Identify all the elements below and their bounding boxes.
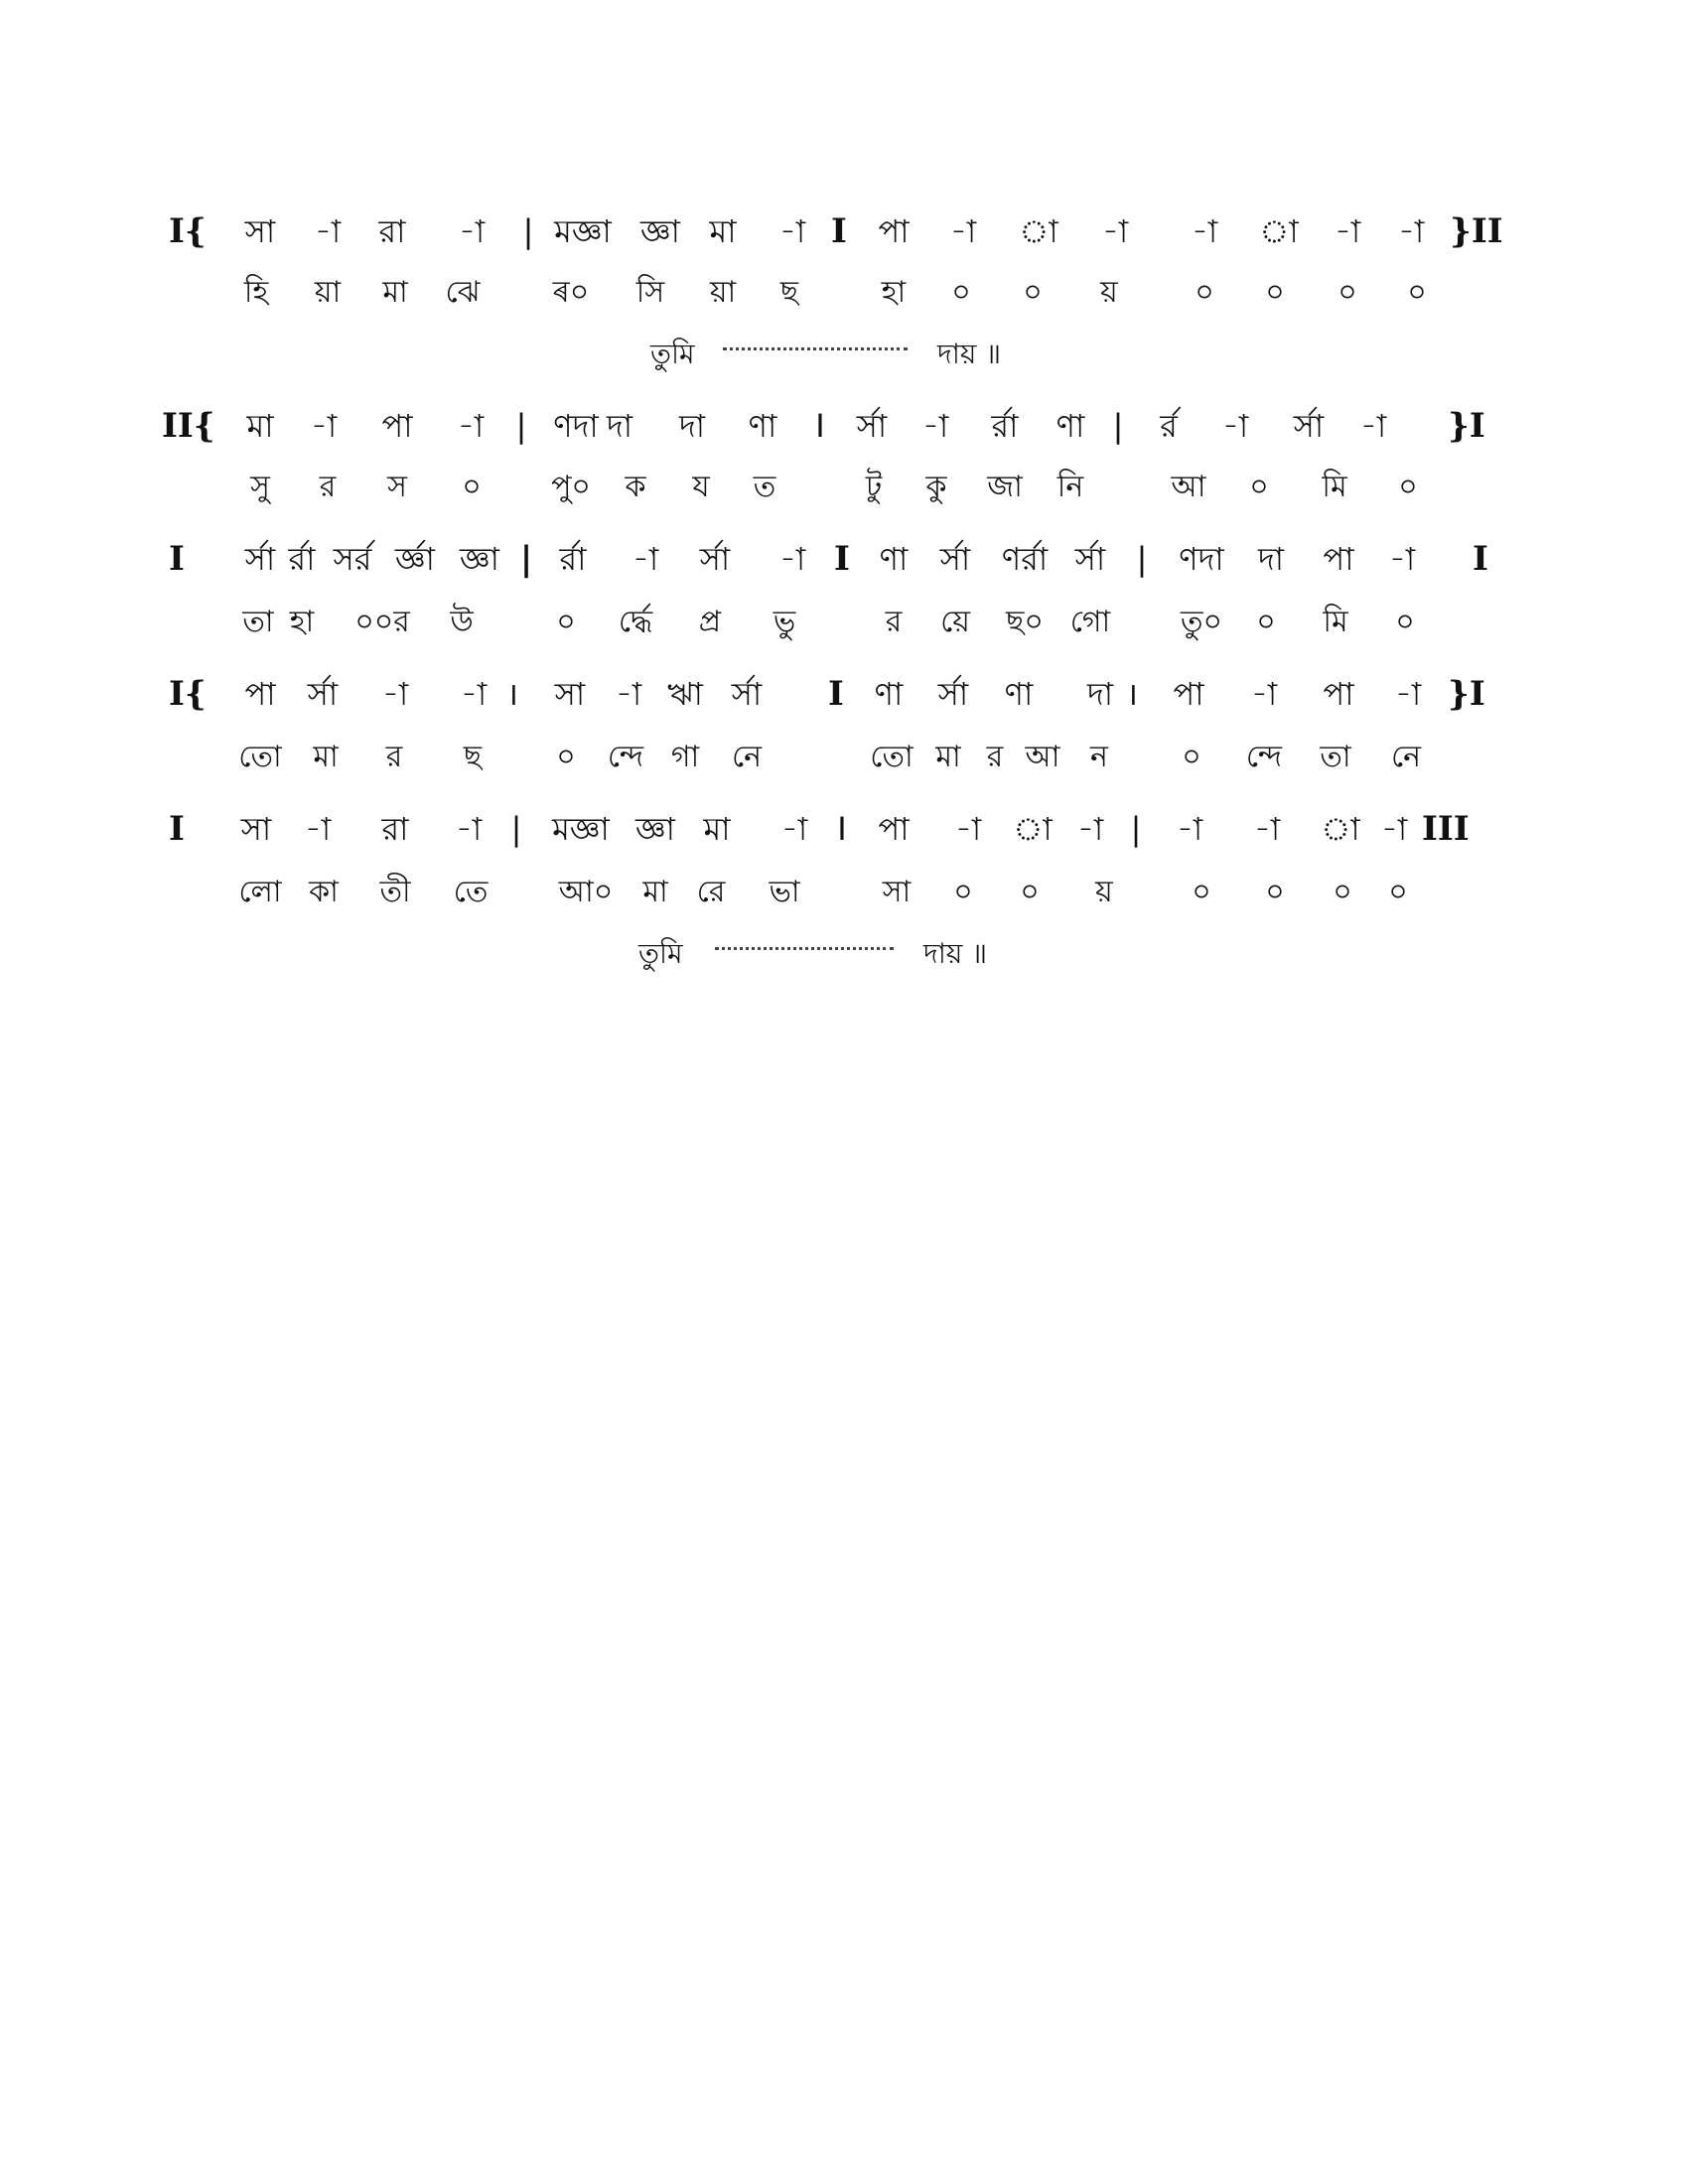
lyric-syllable: ছ xyxy=(463,740,483,774)
lyric-syllable: মি xyxy=(1323,605,1348,639)
note-cell: র্সা xyxy=(939,540,971,578)
refrain-end: দায় ॥ xyxy=(923,937,988,970)
line-2-closing-bar: }I xyxy=(1448,406,1485,446)
note-cell: ঋা xyxy=(667,675,703,713)
note-cell: -া xyxy=(1176,810,1203,848)
note-cell: -া xyxy=(778,212,806,250)
beat-divider: | xyxy=(522,212,534,250)
beat-divider: | xyxy=(510,810,522,848)
lyric-syllable: মা xyxy=(313,740,339,774)
note-cell: -া xyxy=(1380,810,1408,848)
note-cell: পা xyxy=(381,407,413,445)
note-cell: ণা xyxy=(748,407,777,445)
note-cell: -া xyxy=(632,540,659,578)
lyric-syllable: ০ xyxy=(1337,275,1357,310)
lyric-syllable: ০ xyxy=(1020,875,1040,909)
lyric-syllable: ঝে xyxy=(445,275,481,310)
lyric-syllable: য় xyxy=(1095,875,1113,909)
note-cell: -া xyxy=(954,810,982,848)
note-cell: -া xyxy=(1394,675,1422,713)
lyric-syllable: ০ xyxy=(1256,605,1276,639)
line-5-closing-bar: III xyxy=(1422,809,1470,849)
lyric-syllable: য়া xyxy=(709,275,737,310)
note-cell: -া xyxy=(1334,212,1361,250)
lyric-syllable: প্র xyxy=(698,605,722,639)
lyric-syllable: তে xyxy=(453,875,489,909)
lyric-syllable: গা xyxy=(670,740,700,774)
notation-line-5 xyxy=(0,804,1688,854)
note-cell: ণদা xyxy=(553,407,599,445)
note-cell: -া xyxy=(455,810,483,848)
note-cell: ণা xyxy=(879,540,909,578)
lyric-syllable: সু xyxy=(250,470,270,504)
beat-divider: | xyxy=(1130,810,1142,848)
lyric-syllable: মি xyxy=(1322,470,1347,504)
note-cell: সা xyxy=(240,810,272,848)
lyric-syllable: ০ xyxy=(1249,470,1269,504)
note-cell: ণদা xyxy=(1179,540,1224,578)
lyric-syllable: সা xyxy=(882,875,912,909)
measure-divider: I xyxy=(834,539,850,579)
note-cell: া xyxy=(1321,810,1360,848)
lyric-syllable: ০ xyxy=(1398,470,1418,504)
measure-divider: I xyxy=(815,407,825,445)
lyric-syllable: জা xyxy=(987,470,1023,504)
refrain-end: দায় ॥ xyxy=(937,338,1002,370)
note-cell: ণা xyxy=(1055,407,1085,445)
lyric-syllable: র xyxy=(986,740,1004,774)
notation-line-2 xyxy=(0,401,1688,451)
lyric-syllable: ০ xyxy=(1265,875,1285,909)
lyric-syllable: ০ xyxy=(1192,875,1211,909)
lyric-syllable: ০ xyxy=(1023,275,1043,310)
note-cell: জ্ঞা xyxy=(460,540,499,578)
note-cell: -া xyxy=(1250,675,1278,713)
line-4-closing-bar: }I xyxy=(1448,674,1485,714)
lyric-syllable: নে xyxy=(731,740,763,774)
lyric-syllable: ০ xyxy=(1395,605,1415,639)
note-cell: পা xyxy=(878,212,910,250)
note-cell: -া xyxy=(921,407,949,445)
lyric-syllable: পু০ xyxy=(551,470,591,504)
line-4-opening-bar: I{ xyxy=(169,674,207,714)
note-cell: ণা xyxy=(1004,675,1034,713)
measure-divider: I xyxy=(831,211,847,251)
note-cell: -া xyxy=(304,810,332,848)
lyric-syllable: তা xyxy=(1320,740,1351,774)
lyric-syllable: তু০ xyxy=(1180,605,1223,639)
lyric-syllable: মা xyxy=(642,875,668,909)
beat-divider: । xyxy=(505,675,519,713)
note-cell: -া xyxy=(310,407,338,445)
note-cell: -া xyxy=(1397,212,1425,250)
note-cell: -া xyxy=(1221,407,1249,445)
lyric-syllable: ভা xyxy=(769,875,800,909)
lyric-syllable: নি xyxy=(1056,470,1084,504)
note-cell: মা xyxy=(246,407,274,445)
note-cell: -া xyxy=(615,675,642,713)
lyric-syllable: র xyxy=(385,740,403,774)
note-cell: া xyxy=(1259,212,1299,250)
note-cell: -া xyxy=(460,675,488,713)
lyric-line-2 xyxy=(0,463,1688,512)
lyric-syllable: ০ xyxy=(1407,275,1427,310)
lyric-syllable: য়ে xyxy=(940,605,970,639)
lyric-syllable: উ xyxy=(450,605,474,639)
beat-divider: | xyxy=(519,539,533,579)
lyric-syllable: তী xyxy=(379,875,411,909)
lyric-syllable: ০ xyxy=(951,275,971,310)
lyric-syllable: হি xyxy=(243,275,269,310)
lyric-syllable: টু xyxy=(865,470,883,504)
beat-divider: | xyxy=(1112,407,1124,445)
notation-line-4 xyxy=(0,669,1688,719)
note-cell: পা xyxy=(1323,540,1354,578)
note-cell: সর্র xyxy=(333,540,372,578)
lyric-syllable: আ xyxy=(1171,470,1206,504)
lyric-syllable: ০০র xyxy=(354,605,410,639)
note-cell: া xyxy=(1019,212,1058,250)
lyric-line-5 xyxy=(0,868,1688,917)
note-cell: -া xyxy=(778,540,806,578)
refrain-line-1 xyxy=(0,332,1688,377)
line-5-opening-bar: I xyxy=(169,809,185,849)
lyric-syllable: ০ xyxy=(1195,275,1214,310)
lyric-syllable: ছ xyxy=(779,275,799,310)
note-cell: -া xyxy=(457,407,485,445)
lyric-line-3 xyxy=(0,598,1688,647)
note-cell: র্রা xyxy=(559,540,587,578)
lyric-syllable: মা xyxy=(935,740,961,774)
lyric-syllable: ০ xyxy=(1182,740,1201,774)
note-cell: রা xyxy=(378,212,406,250)
lyric-syllable: সি xyxy=(635,275,665,310)
note-cell: পা xyxy=(878,810,910,848)
measure-divider: I xyxy=(837,810,847,848)
lyric-syllable: ০ xyxy=(462,470,482,504)
note-cell: পা xyxy=(244,675,276,713)
measure-divider: I xyxy=(828,674,844,714)
lyric-syllable: ন্দে xyxy=(1245,740,1283,774)
note-cell: -া xyxy=(1253,810,1281,848)
note-cell: জ্ঞা xyxy=(635,810,675,848)
lyric-syllable: আ০ xyxy=(558,875,614,909)
note-cell: সা xyxy=(554,675,586,713)
note-cell: র্সা xyxy=(1293,407,1325,445)
refrain-line-5 xyxy=(0,931,1688,977)
note-cell: জ্ঞা xyxy=(640,212,680,250)
note-cell: র্র xyxy=(1160,407,1178,445)
lyric-syllable: ত xyxy=(753,470,776,504)
lyric-syllable: ভু xyxy=(773,605,796,639)
lyric-syllable: মা xyxy=(382,275,408,310)
lyric-syllable: ন xyxy=(1090,740,1108,774)
lyric-syllable: য় xyxy=(1100,275,1118,310)
note-cell: -া xyxy=(1101,212,1129,250)
lyric-syllable: ০ xyxy=(953,875,973,909)
lyric-syllable: তা xyxy=(242,605,274,639)
note-cell: পা xyxy=(1173,675,1204,713)
lyric-syllable: তো xyxy=(870,740,914,774)
lyric-syllable: নে xyxy=(1390,740,1422,774)
note-cell: দা xyxy=(606,407,633,445)
note-cell: া xyxy=(1013,810,1053,848)
note-cell: র্জ্ঞা xyxy=(395,540,435,578)
line-1-closing-bar: }II xyxy=(1450,211,1503,251)
lyric-syllable: কু xyxy=(925,470,947,504)
line-2-opening-bar: II{ xyxy=(162,406,215,446)
refrain-start: তুমি xyxy=(638,937,683,970)
lyric-syllable: ০ xyxy=(556,605,576,639)
note-cell: র্রা xyxy=(288,540,316,578)
lyric-syllable: ০ xyxy=(556,740,576,774)
note-cell: র্সা xyxy=(1074,540,1106,578)
lyric-line-4 xyxy=(0,733,1688,782)
note-cell: মজ্ঞা xyxy=(554,212,612,250)
note-cell: দা xyxy=(1257,540,1285,578)
lyric-syllable: লো xyxy=(238,875,282,909)
notation-line-1 xyxy=(0,206,1688,256)
lyric-syllable: ন্দে xyxy=(607,740,644,774)
beat-divider: | xyxy=(1136,540,1148,578)
note-cell: পা xyxy=(1323,675,1354,713)
note-cell: র্সা xyxy=(731,675,763,713)
note-cell: -া xyxy=(780,810,808,848)
refrain-ellipsis xyxy=(715,947,894,950)
beat-divider: | xyxy=(515,407,527,445)
note-cell: -া xyxy=(381,675,409,713)
notation-line-3 xyxy=(0,534,1688,584)
beat-divider: । xyxy=(1125,675,1139,713)
note-cell: -া xyxy=(314,212,342,250)
note-cell: -া xyxy=(1388,540,1416,578)
note-cell: ণা xyxy=(874,675,904,713)
lyric-syllable: ০ xyxy=(1265,275,1285,310)
lyric-syllable: স xyxy=(387,470,407,504)
note-cell: -া xyxy=(1359,407,1387,445)
note-cell: -া xyxy=(1191,212,1218,250)
note-cell: মজ্ঞা xyxy=(552,810,610,848)
lyric-syllable: তো xyxy=(238,740,282,774)
note-cell: র্সা xyxy=(244,540,276,578)
lyric-syllable: র xyxy=(319,470,337,504)
lyric-syllable: হা xyxy=(881,275,907,310)
note-cell: দা xyxy=(678,407,706,445)
lyric-syllable: ৰ০ xyxy=(552,275,590,310)
lyric-syllable: রে xyxy=(696,875,726,909)
note-cell: র্সা xyxy=(699,540,731,578)
note-cell: র্সা xyxy=(307,675,339,713)
line-1-opening-bar: I{ xyxy=(169,211,207,251)
note-cell: দা xyxy=(1086,675,1114,713)
line-3-closing-bar: I xyxy=(1473,539,1488,579)
lyric-syllable: হা xyxy=(289,605,315,639)
note-cell: -া xyxy=(949,212,977,250)
lyric-syllable: র্দ্ধে xyxy=(618,605,653,639)
note-cell: -া xyxy=(1076,810,1104,848)
lyric-syllable: আ xyxy=(1025,740,1060,774)
note-cell: মা xyxy=(709,212,737,250)
note-cell: সা xyxy=(244,212,276,250)
lyric-syllable: গো xyxy=(1069,605,1111,639)
lyric-syllable: ছ০ xyxy=(1006,605,1044,639)
note-cell: ণর্রা xyxy=(1001,540,1049,578)
lyric-syllable: ০ xyxy=(1388,875,1408,909)
lyric-syllable: র xyxy=(885,605,903,639)
line-3-opening-bar: I xyxy=(169,539,185,579)
lyric-syllable: য়া xyxy=(314,275,342,310)
refrain-ellipsis xyxy=(723,347,908,350)
refrain-start: তুমি xyxy=(650,338,695,370)
note-cell: র্সা xyxy=(856,407,888,445)
note-cell: র্রা xyxy=(991,407,1019,445)
lyric-syllable: য xyxy=(692,470,710,504)
lyric-syllable: ০ xyxy=(1333,875,1352,909)
note-cell: র্সা xyxy=(937,675,969,713)
lyric-syllable: ক xyxy=(625,470,646,504)
note-cell: রা xyxy=(381,810,409,848)
lyric-line-1 xyxy=(0,268,1688,318)
note-cell: মা xyxy=(703,810,731,848)
lyric-syllable: কা xyxy=(309,875,339,909)
note-cell: -া xyxy=(458,212,486,250)
